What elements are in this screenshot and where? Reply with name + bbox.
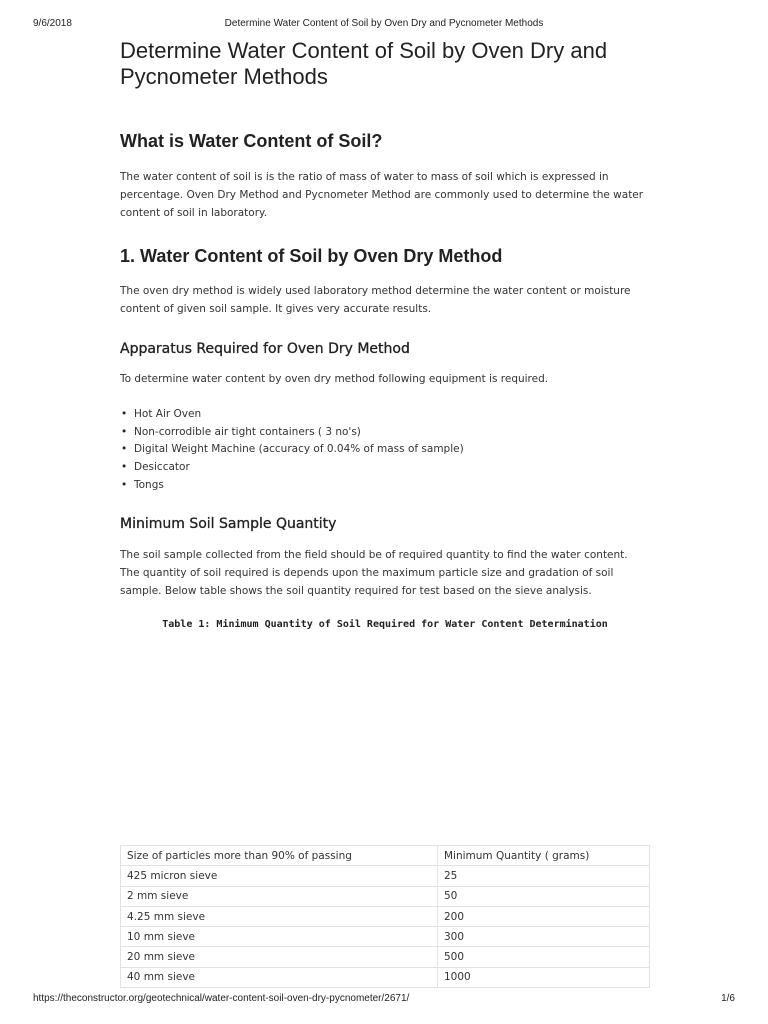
paragraph-what-is-water-content: The water content of soil is is the ratio of mass of water to mass of soil which is expressed in percentage. Oven Dry Method and Pycnometer Method are commonly used to determine the water content of soil in laboratory. [120, 171, 644, 219]
source-url: https://theconstructor.org/geotechnical/water-content-soil-oven-dry-pycnometer/2671/ [33, 993, 410, 1004]
table-cell: 1000 [438, 967, 650, 987]
table-cell: 500 [438, 947, 650, 967]
table-row [121, 927, 650, 947]
soil-quantity-table [120, 845, 650, 988]
print-footer [0, 990, 768, 1010]
list-item: • Tongs [120, 477, 464, 495]
paragraph-oven-dry-method: The oven dry method is widely used laboratory method determine the water content or moisture content of given soil sample. It gives very accurate results. [120, 285, 631, 315]
print-header [0, 0, 768, 28]
table-cell: 20 mm sieve [121, 947, 438, 967]
table-cell: 200 [438, 906, 650, 926]
page-number: 1/6 [721, 993, 735, 1004]
table-row [121, 967, 650, 987]
table-cell: 2 mm sieve [121, 886, 438, 906]
table-cell: 50 [438, 886, 650, 906]
table-header-row [121, 846, 650, 866]
paragraph-minimum-sample: The soil sample collected from the field should be of required quantity to find the water content. The quantity of soil required is depends upon the maximum particle size and gradation of soil sample. Below table shows the soil quantity required for test based on the sieve analysis. [120, 549, 628, 597]
table-row [121, 886, 650, 906]
list-item: • Hot Air Oven [120, 406, 464, 424]
table-row [121, 906, 650, 926]
table-cell: 4.25 mm sieve [121, 906, 438, 926]
list-item: • Digital Weight Machine (accuracy of 0.04% of mass of sample) [120, 441, 464, 459]
table-row [121, 947, 650, 967]
apparatus-list [120, 406, 464, 495]
table-header-cell: Size of particles more than 90% of passing [121, 846, 438, 866]
table-header-cell: Minimum Quantity ( grams) [438, 846, 650, 866]
list-item: • Desiccator [120, 459, 464, 477]
table-cell: 300 [438, 927, 650, 947]
table-cell: 40 mm sieve [121, 967, 438, 987]
heading-what-is-water-content: What is Water Content of Soil? [120, 131, 383, 151]
table-cell: 10 mm sieve [121, 927, 438, 947]
table-cell: 425 micron sieve [121, 866, 438, 886]
print-header-title: Determine Water Content of Soil by Oven Dry and Pycnometer Methods [224, 18, 544, 29]
list-item: • Non-corrodible air tight containers ( 3 no's) [120, 424, 464, 442]
print-date: 9/6/2018 [33, 18, 72, 29]
heading-oven-dry-method: 1. Water Content of Soil by Oven Dry Method [120, 246, 503, 266]
heading-minimum-sample: Minimum Soil Sample Quantity [120, 516, 337, 532]
paragraph-apparatus-intro: To determine water content by oven dry method following equipment is required. [120, 373, 549, 385]
page-title: Determine Water Content of Soil by Oven Dry and Pycnometer Methods [120, 38, 608, 89]
heading-apparatus: Apparatus Required for Oven Dry Method [120, 341, 410, 357]
table-row [121, 866, 650, 886]
table-caption: Table 1: Minimum Quantity of Soil Required for Water Content Determination [162, 619, 608, 630]
table-cell: 25 [438, 866, 650, 886]
